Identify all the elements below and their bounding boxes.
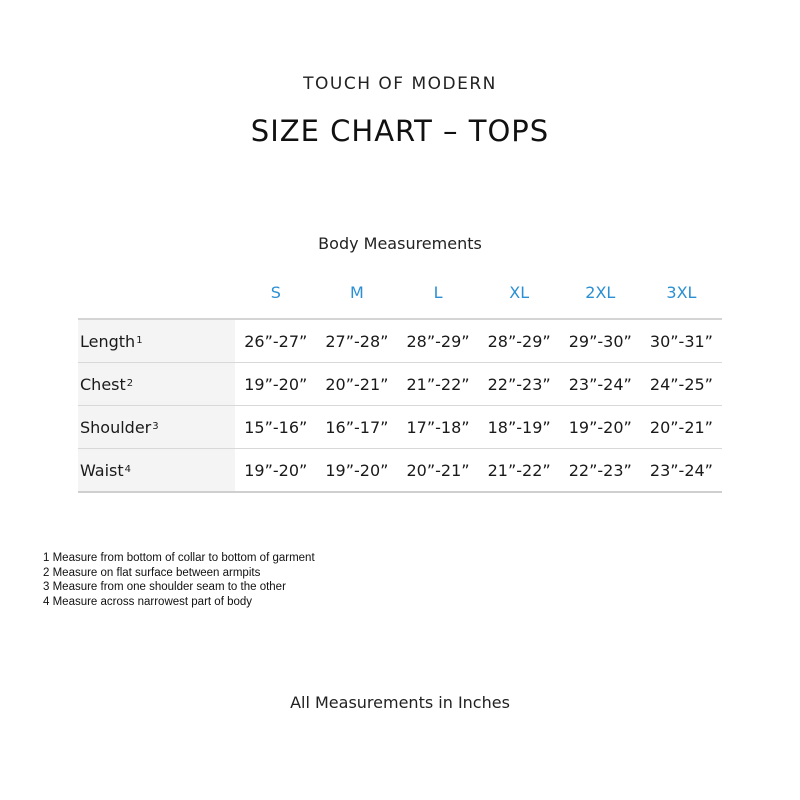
header-corner-cell	[78, 272, 235, 319]
table-cell: 28”-29”	[479, 319, 560, 363]
size-header-s: S	[235, 272, 316, 319]
footnote-2: 2 Measure on flat surface between armpits	[43, 566, 261, 579]
row-label-text: Shoulder	[80, 417, 152, 437]
footnotes	[43, 551, 315, 609]
table-cell: 21”-22”	[479, 449, 560, 493]
table-cell: 29”-30”	[560, 319, 641, 363]
table-cell: 18”-19”	[479, 406, 560, 449]
units-note: All Measurements in Inches	[290, 693, 510, 712]
footnote-marker: 4	[124, 463, 132, 475]
table-cell: 22”-23”	[479, 363, 560, 406]
table-cell: 15”-16”	[235, 406, 316, 449]
row-label-waist	[78, 449, 235, 493]
brand-logo-text: TOUCH OF MODERN	[303, 74, 497, 94]
size-header-row	[78, 272, 722, 319]
size-header-3xl: 3XL	[641, 272, 722, 319]
table-cell: 20”-21”	[397, 449, 478, 493]
row-label-chest	[78, 363, 235, 406]
size-header-2xl: 2XL	[560, 272, 641, 319]
table-cell: 19”-20”	[560, 406, 641, 449]
table-cell: 20”-21”	[316, 363, 397, 406]
size-header-m: M	[316, 272, 397, 319]
footnote-4: 4 Measure across narrowest part of body	[43, 595, 253, 608]
table-cell: 19”-20”	[235, 363, 316, 406]
table-cell: 28”-29”	[397, 319, 478, 363]
row-label-length	[78, 319, 235, 363]
footnote-marker: 2	[126, 377, 134, 389]
row-label-text: Waist	[80, 460, 124, 480]
footnote-3: 3 Measure from one shoulder seam to the other	[43, 581, 286, 593]
table-row-shoulder	[78, 406, 722, 449]
size-header-l: L	[397, 272, 478, 319]
table-row-chest	[78, 363, 722, 406]
table-row-length	[78, 319, 722, 363]
table-cell: 19”-20”	[235, 449, 316, 493]
footnote-1: 1 Measure from bottom of collar to bottom of garment	[43, 552, 315, 564]
table-cell: 27”-28”	[316, 319, 397, 363]
table-cell: 20”-21”	[641, 406, 722, 449]
table-cell: 21”-22”	[397, 363, 478, 406]
row-label-text: Length	[80, 331, 136, 351]
table-cell: 22”-23”	[560, 449, 641, 493]
table-cell: 19”-20”	[316, 449, 397, 493]
table-caption: Body Measurements	[318, 234, 482, 253]
page-title: SIZE CHART – TOPS	[250, 114, 550, 148]
table-cell: 26”-27”	[235, 319, 316, 363]
size-chart-table	[78, 272, 722, 493]
table-cell: 23”-24”	[641, 449, 722, 493]
footnote-marker: 1	[136, 334, 143, 346]
footnote-marker: 3	[152, 420, 159, 432]
size-header-xl: XL	[479, 272, 560, 319]
table-cell: 23”-24”	[560, 363, 641, 406]
table-row-waist	[78, 449, 722, 493]
row-label-text: Chest	[80, 374, 126, 394]
table-cell: 16”-17”	[316, 406, 397, 449]
table-cell: 24”-25”	[641, 363, 722, 406]
table-cell: 30”-31”	[641, 319, 722, 363]
table-cell: 17”-18”	[397, 406, 478, 449]
row-label-shoulder	[78, 406, 235, 449]
